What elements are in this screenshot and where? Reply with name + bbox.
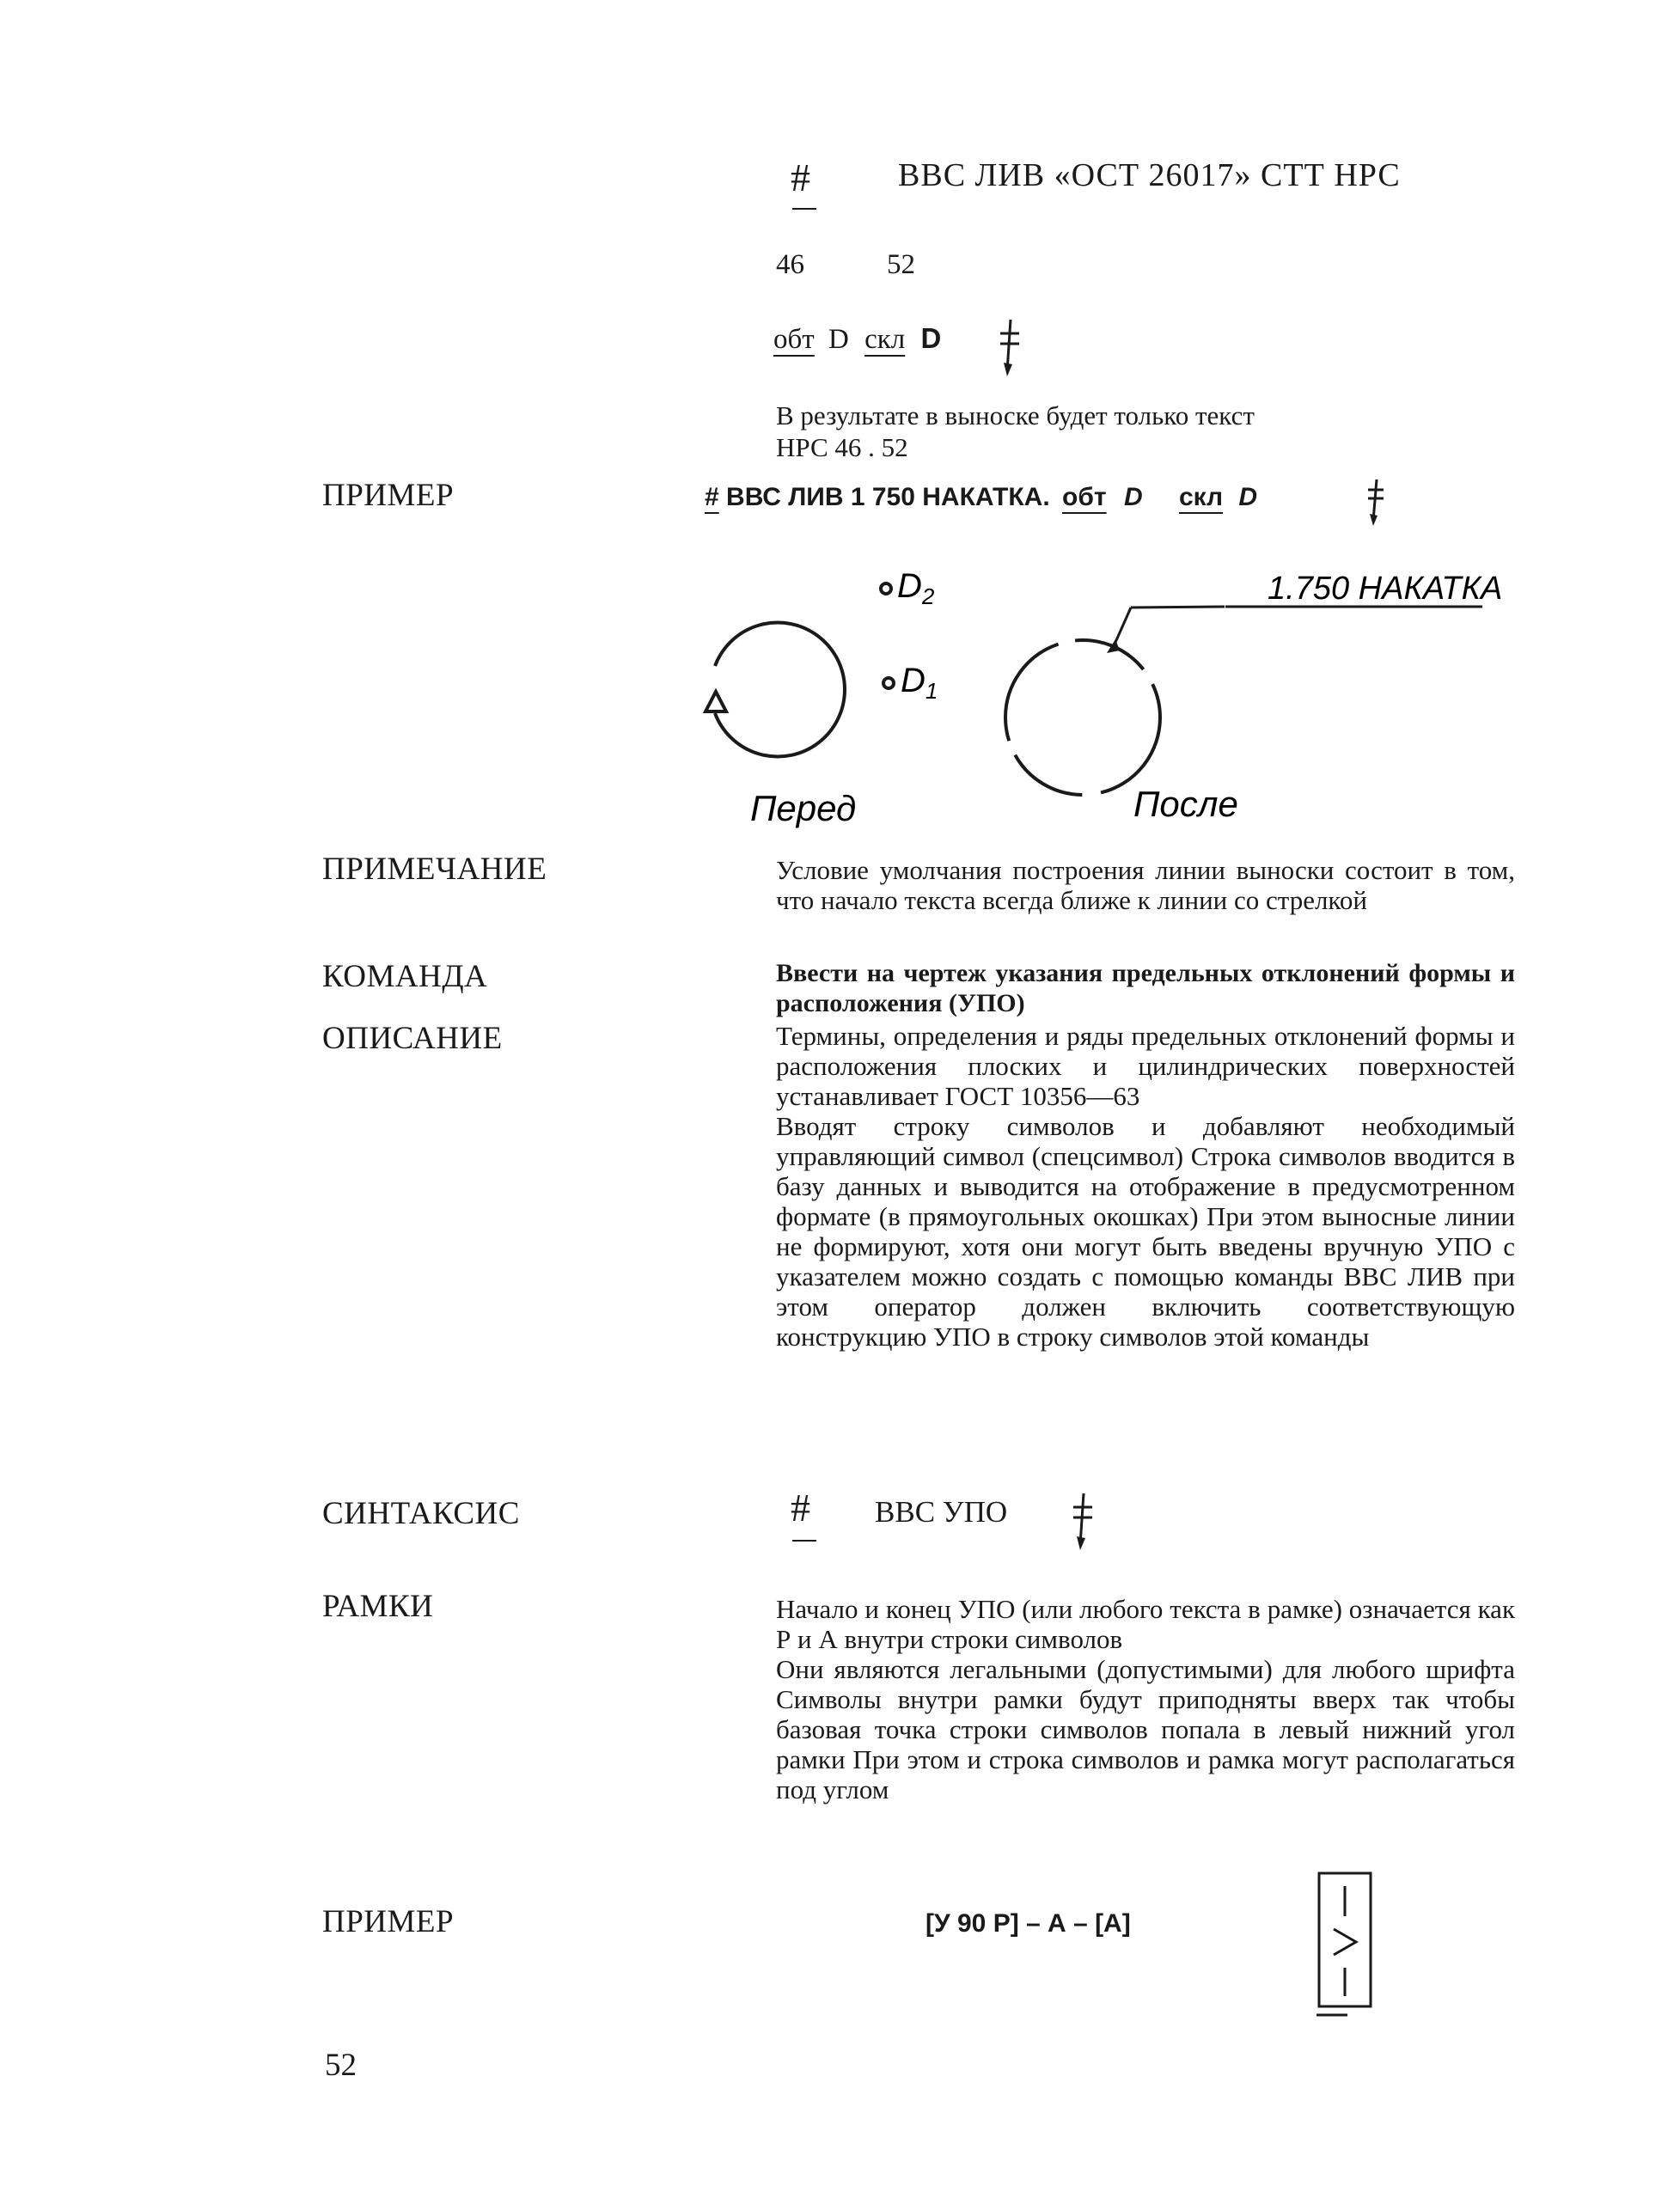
hash-symbol: # [705,483,719,511]
syntax-command: ВВС УПО [875,1495,1008,1529]
end-symbol-icon [997,318,1023,378]
description-label: ОПИСАНИЕ [322,1021,503,1056]
number-46: 46 [776,249,804,280]
syntax-hash: # [791,1486,810,1530]
example-command-1 [705,483,1257,512]
label-d2: $D_2$ [897,567,935,609]
frames-para-2: Они являются легальными (допустимыми) для любого шрифта Символы внутри рамки будут приподняты вверх так чтобы базовая точка строки символов попала в левый нижний угол рамки При этом и строка символов и рамка могут располагаться под углом [776,1654,1515,1804]
note-text: Условие умолчания построения линии выноски состоит в том, что начало текста всегда ближе к линии со стрелкой [776,855,1515,915]
frames-text [776,1594,1515,1804]
description-text [776,1021,1515,1352]
d-letter: D [828,324,849,355]
syntax-label: СИНТАКСИС [322,1496,520,1531]
circle-before [715,623,845,757]
skl-text: скл [1178,483,1224,511]
note-label: ПРИМЕЧАНИЕ [322,852,547,887]
leader-line [1131,607,1225,608]
before-label: Перед [750,788,857,828]
end-symbol-icon [1070,1492,1096,1554]
syntax-underline-top [792,208,816,210]
point-d1 [883,678,894,688]
description-para-2: Вводят строку символов и добавляют необходимый управляющий символ (спецсимвол) Строка символов вводится в базу данных и выводится на отображение в предусмотренном формате (в прямоугольных окошках) При этом выносные линии не формируют, хотя они могут быть введены вручную УПО с указателем можно создать с помощью команды ВВС ЛИВ при этом оператор должен включить соответствующую конструкцию УПО в строку символов этой команды [776,1111,1515,1352]
obt-skl-line [773,322,941,356]
after-label: После [1133,784,1238,824]
d-letter: D [1238,483,1258,511]
circle-after [1005,640,1160,795]
command-label: КОМАНДА [322,959,488,994]
d-letter: D [920,322,942,354]
command-title: Ввести на чертеж указания предельных отклонений формы и расположения (УПО) [776,959,1515,1017]
example-expression: [У 90 Р] – А – [А] [926,1909,1131,1938]
frames-para-1: Начало и конец УПО (или любого текста в рамке) означается как Р и А внутри строки символов [776,1594,1515,1654]
result-text: В результате в выноске будет только текст НРС 46 . 52 [776,400,1255,462]
syntax-underline [792,1540,816,1542]
skl-text: скл [864,324,906,355]
obt-text: обт [1062,483,1107,511]
point-d2 [881,583,891,594]
command-text: ВВС ЛИВ 1 750 НАКАТКА. [726,483,1050,511]
triangle-marker [706,692,726,711]
example-label-2: ПРИМЕР [322,1904,455,1939]
leader-line [1114,608,1131,646]
description-para-1: Термины, определения и ряды предельных отклонений формы и расположения плоских и цилиндрических поверхностей устанавливает ГОСТ 10356—63 [776,1021,1515,1111]
number-52: 52 [887,249,915,280]
callout-text: 1.750 НАКАТКА [1268,571,1503,607]
frames-label: РАМКИ [322,1589,434,1624]
frame-symbol-icon [1315,1869,1384,2019]
d-letter: D [1123,483,1143,511]
syntax-line-top: ВВС ЛИВ «ОСТ 26017» СТТ НРС [898,157,1401,193]
before-after-figure [687,559,1512,842]
obt-text: обт [773,324,815,355]
syntax-hash-top: # [791,156,810,199]
page-number: 52 [325,2048,357,2083]
example-label-1: ПРИМЕР [322,478,455,513]
end-symbol-icon [1365,478,1387,529]
label-d1: $D_1$ [901,662,938,704]
